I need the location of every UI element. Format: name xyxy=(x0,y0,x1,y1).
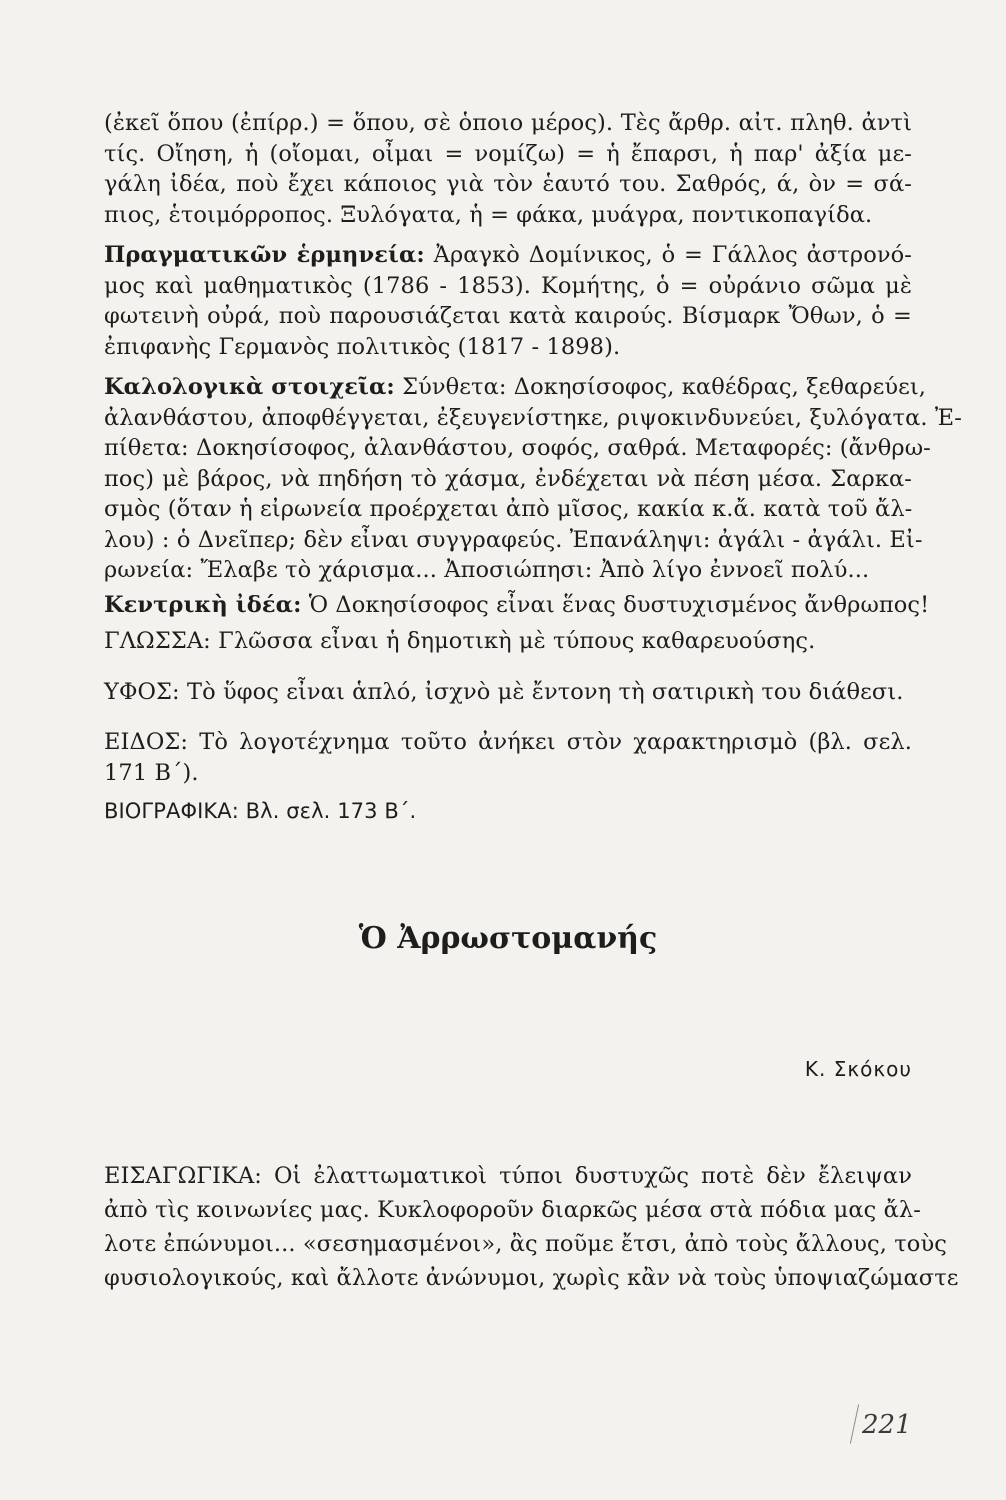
glossary-block xyxy=(104,108,912,230)
text-line: τίς. Οἴηση, ἡ (οἴομαι, οἶμαι = νομίζω) = ἡ ἔπαρσι, ἡ παρ' ἀξία με- xyxy=(104,140,912,167)
text-line: ἐπιφανὴς Γερμανὸς πολιτικὸς (1817 - 1898). xyxy=(104,333,621,360)
page-content xyxy=(104,108,962,1295)
text-line: φωτεινὴ οὐρά, ποὺ παρουσιάζεται κατὰ καιρούς. Βίσμαρκ Ὄθων, ὁ = xyxy=(104,303,912,329)
text-line: πίθετα: Δοκησίσοφος, ἀλανθάστου, σοφός, σαθρά. Μεταφορές: (ἄνθρω- xyxy=(104,435,931,461)
central-idea-line xyxy=(104,590,930,621)
story-author: Κ. Σκόκου xyxy=(804,1056,912,1081)
text-line: λοτε ἐπώνυμοι... «σεσημασμένοι», ἂς ποῦμε ἔτσι, ἀπὸ τοὺς ἄλλους, τοὺς xyxy=(104,1230,947,1257)
language-line: ΓΛΩΣΣΑ: Γλῶσσα εἶναι ἡ δημοτικὴ μὲ τύπους καθαρευούσης. xyxy=(104,628,816,654)
section-text: Ὁ Δοκησίσοφος εἶναι ἕνας δυστυχισμένος ἄνθρωπος! xyxy=(301,591,930,618)
text-line: ΕΙΣΑΓΩΓΙΚΑ: Οἱ ἐλαττωματικοὶ τύποι δυστυχῶς ποτὲ δὲν ἔλειψαν xyxy=(104,1162,912,1189)
text-line: ἀλανθάστου, ἀποφθέγγεται, ἐξευγενίστηκε, ριψοκινδυνεύει, ξυλόγατα. Ἐ- xyxy=(104,404,962,431)
page-number: 221 xyxy=(862,1410,912,1440)
section-text: Ἀραγκὸ Δομίνικος, ὁ = Γάλλος ἀστρονό- xyxy=(424,242,913,268)
text-line: γάλη ἰδέα, ποὺ ἔχει κάποιος γιὰ τὸν ἑαυτό του. Σαθρός, ά, ὸν = σά- xyxy=(104,171,912,197)
text-line xyxy=(104,240,912,271)
introduction-block xyxy=(104,1159,959,1295)
genre-block xyxy=(104,727,912,788)
text-line: φυσιολογικούς, καὶ ἄλλοτε ἀνώνυμοι, χωρὶς κἂν νὰ τοὺς ὑποψιαζώμαστε xyxy=(104,1264,959,1291)
section-label: Καλολογικὰ στοιχεῖα: xyxy=(104,374,395,400)
section-label: Πραγματικῶν ἑρμηνεία: xyxy=(104,242,425,268)
text-line: ρωνεία: Ἔλαβε τὸ χάρισμα... Ἀποσιώπησι: Ἀπὸ λίγο ἐννοεῖ πολύ... xyxy=(104,557,870,583)
stylistic-elements-block xyxy=(104,372,962,586)
section-text: Σύνθετα: Δοκησίσοφος, καθέδρας, ξεθαρεύει, xyxy=(394,374,927,400)
text-line: λου) : ὁ Δνεῖπερ; δὲν εἶναι συγγραφεύς. Ἐπανάληψι: ἀγάλι - ἀγάλι. Εἰ- xyxy=(104,526,923,553)
text-line: (ἐκεῖ ὅπου (ἐπίρρ.) = ὅπου, σὲ ὁποιο μέρος). Τὲς ἄρθρ. αἰτ. πληθ. ἀντὶ xyxy=(104,110,912,136)
text-line: πιος, ἑτοιμόρροπος. Ξυλόγατα, ἡ = φάκα, μυάγρα, ποντικοπαγίδα. xyxy=(104,201,873,228)
text-line: 171 Β΄). xyxy=(104,759,199,786)
style-line: ΥΦΟΣ: Τὸ ὕφος εἶναι ἁπλό, ἰσχνὸ μὲ ἔντονη τὴ σατιρικὴ του διάθεσι. xyxy=(104,678,904,705)
text-line: πος) μὲ βάρος, νὰ πηδήση τὸ χάσμα, ἐνδέχεται νὰ πέση μέσα. Σαρκα- xyxy=(104,465,912,492)
text-line: μος καὶ μαθηματικὸς (1786 - 1853). Κομήτης, ὁ = οὐράνιο σῶμα μὲ xyxy=(104,272,912,299)
text-line: ἀπὸ τὶς κοινωνίες μας. Κυκλοφοροῦν διαρκῶς μέσα στὰ πόδια μας ἄλ- xyxy=(104,1196,921,1223)
section-label: Κεντρικὴ ἰδέα: xyxy=(104,591,302,618)
real-terms-block xyxy=(104,240,912,362)
text-line: σμὸς (ὅταν ἡ εἰρωνεία προέρχεται ἀπὸ μῖσος, κακία κ.ἄ. κατὰ τοῦ ἄλ- xyxy=(104,496,913,522)
biography-line: ΒΙΟΓΡΑΦΙΚΑ: Βλ. σελ. 173 Β΄. xyxy=(104,799,417,823)
text-line xyxy=(104,372,927,403)
text-line: ΕΙΔΟΣ: Τὸ λογοτέχνημα τοῦτο ἀνήκει στὸν χαρακτηρισμὸ (βλ. σελ. xyxy=(104,729,912,755)
story-title: Ὁ Ἀρρωστομανής xyxy=(358,920,658,956)
